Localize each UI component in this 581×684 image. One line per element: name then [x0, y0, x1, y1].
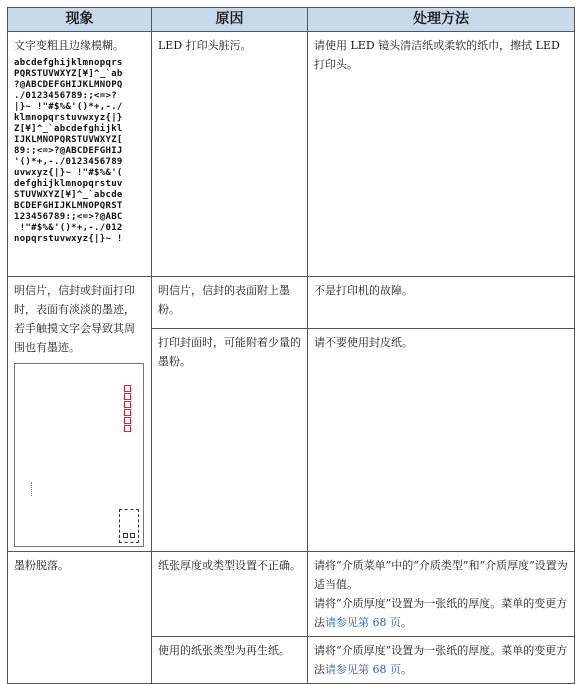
solution-cell — [308, 328, 575, 551]
cause-cell — [152, 552, 308, 637]
solution-cell — [308, 637, 575, 684]
sample-line: nopqrstuvwxyz{|}~ ! — [14, 234, 123, 244]
sample-line: 89:;<=>?@ABCDEFGHIJ — [14, 146, 123, 156]
solution-cell — [308, 552, 575, 637]
table-header-row — [8, 8, 575, 32]
solution-text: 请使用 LED 镜头清洁纸或柔软的纸巾，擦拭 LED 打印头。 — [314, 39, 560, 71]
sample-line: 123456789:;<=>?@ABC — [14, 212, 123, 222]
symptom-text: 文字变粗且边缘模糊。 — [14, 39, 124, 52]
header-solution: 处理方法 — [308, 8, 575, 32]
sample-line: |}~ !"#$%&'()*+,-./ — [14, 102, 123, 112]
sample-line: !"#$%&'()*+,-./012 — [14, 223, 123, 233]
solution-text: 请将“介质厚度”设置为一张纸的厚度。菜单的变更方法请参见第 68 页。 — [314, 644, 568, 676]
solution-text: 请将“介质菜单”中的“介质类型”和“介质厚度”设置为适当值。 — [314, 559, 568, 591]
solution-text: 请不要使用封皮纸。 — [314, 335, 413, 349]
sample-line: abcdefghijklmnopqrs — [14, 58, 123, 68]
cause-text: 纸张厚度或类型设置不正确。 — [158, 559, 301, 572]
blurred-text-sample — [14, 58, 145, 258]
table-row — [8, 277, 575, 329]
symptom-text: 明信片，信封或封面打印时，表面有淡淡的墨迹，若手触摸文字会导致其周围也有墨迹。 — [14, 284, 135, 354]
table-row — [8, 32, 575, 277]
page-reference-link[interactable]: 请参见第 68 页 — [325, 663, 401, 676]
cause-text: 使用的纸张类型为再生纸。 — [158, 644, 290, 657]
page-reference-link[interactable]: 请参见第 68 页 — [325, 616, 401, 629]
sample-line: PQRSTUVWXYZ[¥]^_`ab — [14, 69, 123, 79]
sample-line: uvwxyz{|}~ !"#$%&'( — [14, 168, 123, 178]
solution-cell — [308, 32, 575, 277]
solution-text: 不是打印机的故障。 — [314, 284, 413, 297]
cause-cell — [152, 637, 308, 684]
symptom-cell — [8, 32, 152, 277]
sample-line: Z[¥]^_`abcdefghijkl — [14, 124, 123, 134]
solution-text-2: 请将“介质厚度”设置为一张纸的厚度。菜单的变更方法请参见第 68 页。 — [314, 597, 568, 629]
table-row — [8, 552, 575, 637]
sample-line: ?@ABCDEFGHIJKLMNOPQ — [14, 80, 123, 90]
address-mark — [31, 482, 34, 496]
envelope-illustration — [14, 363, 144, 547]
header-cause: 原因 — [152, 8, 308, 32]
sample-line: BCDEFGHIJKLMNOPQRST — [14, 201, 123, 211]
cause-cell — [152, 328, 308, 551]
cause-cell — [152, 277, 308, 329]
cause-text: 打印封面时，可能附着少量的墨粉。 — [158, 335, 301, 368]
sample-line: STUVWXYZ[¥]^_`abcde — [14, 190, 123, 200]
solution-cell — [308, 277, 575, 329]
sample-line: ./0123456789:;<=>? — [14, 91, 117, 101]
symptom-cell — [8, 552, 152, 684]
sample-line: '()*+,-./0123456789 — [14, 157, 123, 167]
cause-text: LED 打印头脏污。 — [158, 39, 252, 52]
symptom-text: 墨粉脱落。 — [14, 559, 69, 572]
sample-line: klmnopqrstuvwxyz{|} — [14, 113, 123, 123]
sender-postal-box — [119, 509, 139, 543]
header-symptom: 现象 — [8, 8, 152, 32]
cause-text: 明信片，信封的表面附上墨粉。 — [158, 284, 290, 316]
symptom-cell — [8, 277, 152, 552]
postal-code-boxes — [124, 385, 131, 433]
troubleshooting-table — [7, 7, 575, 684]
sample-line: IJKLMNOPQRSTUVWXYZ[ — [14, 135, 123, 145]
sample-line: defghijklmnopqrstuv — [14, 179, 123, 189]
cause-cell — [152, 32, 308, 277]
